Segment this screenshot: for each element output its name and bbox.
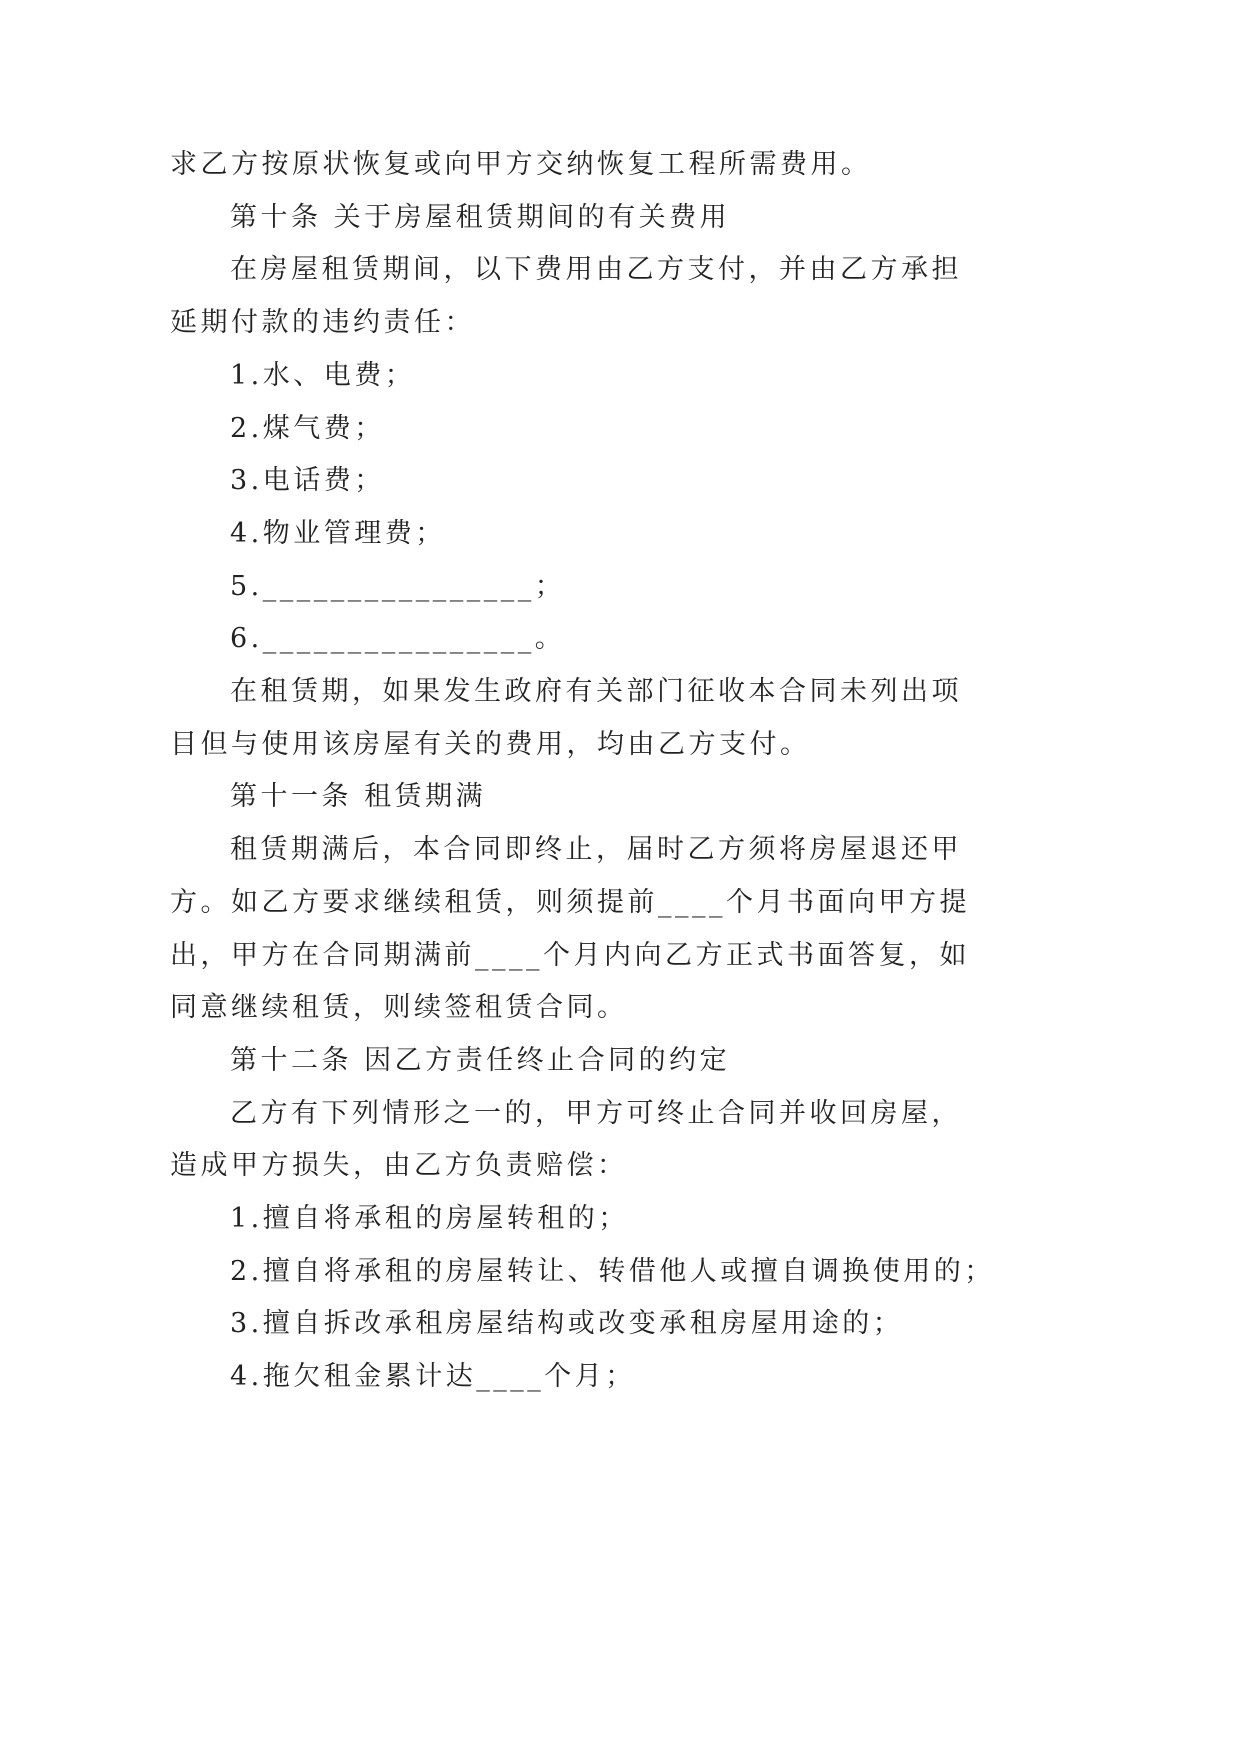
- document-line: 在房屋租赁期间，以下费用由乙方支付，并由乙方承担: [230, 254, 962, 285]
- document-line: 乙方有下列情形之一的，甲方可终止合同并收回房屋，: [230, 1098, 962, 1129]
- document-line: 第十二条 因乙方责任终止合同的约定: [230, 1045, 731, 1076]
- document-line: 求乙方按原状恢复或向甲方交纳恢复工程所需费用。: [170, 149, 872, 180]
- document-line: 延期付款的违约责任：: [170, 307, 475, 338]
- document-line: 4.物业管理费；: [230, 518, 446, 549]
- document-line: 目但与使用该房屋有关的费用，均由乙方支付。: [170, 729, 811, 760]
- document-line: 方。如乙方要求继续租赁，则须提前____个月书面向甲方提: [170, 887, 970, 918]
- document-line: 6.________________。: [230, 623, 566, 654]
- document-line: 同意继续租赁，则续签租赁合同。: [170, 992, 628, 1023]
- document-line: 3.擅自拆改承租房屋结构或改变承租房屋用途的；: [230, 1308, 904, 1339]
- document-line: 在租赁期，如果发生政府有关部门征收本合同未列出项: [230, 676, 962, 707]
- document-line: 2.擅自将承租的房屋转让、转借他人或擅自调换使用的；: [230, 1256, 995, 1287]
- document-line: 3.电话费；: [230, 465, 385, 496]
- document-line: 租赁期满后，本合同即终止，届时乙方须将房屋退还甲: [230, 834, 962, 865]
- document-line: 1.水、电费；: [230, 360, 416, 391]
- document-line: 2.煤气费；: [230, 413, 385, 444]
- document-line: 4.拖欠租金累计达____个月；: [230, 1361, 636, 1392]
- document-line: 出，甲方在合同期满前____个月内向乙方正式书面答复，如: [170, 940, 970, 971]
- document-line: 1.擅自将承租的房屋转租的；: [230, 1203, 629, 1234]
- document-line: 造成甲方损失，由乙方负责赔偿：: [170, 1150, 628, 1181]
- document-line: 第十一条 租赁期满: [230, 781, 487, 812]
- document-line: 5.________________；: [230, 571, 566, 602]
- document-line: 第十条 关于房屋租赁期间的有关费用: [230, 202, 731, 233]
